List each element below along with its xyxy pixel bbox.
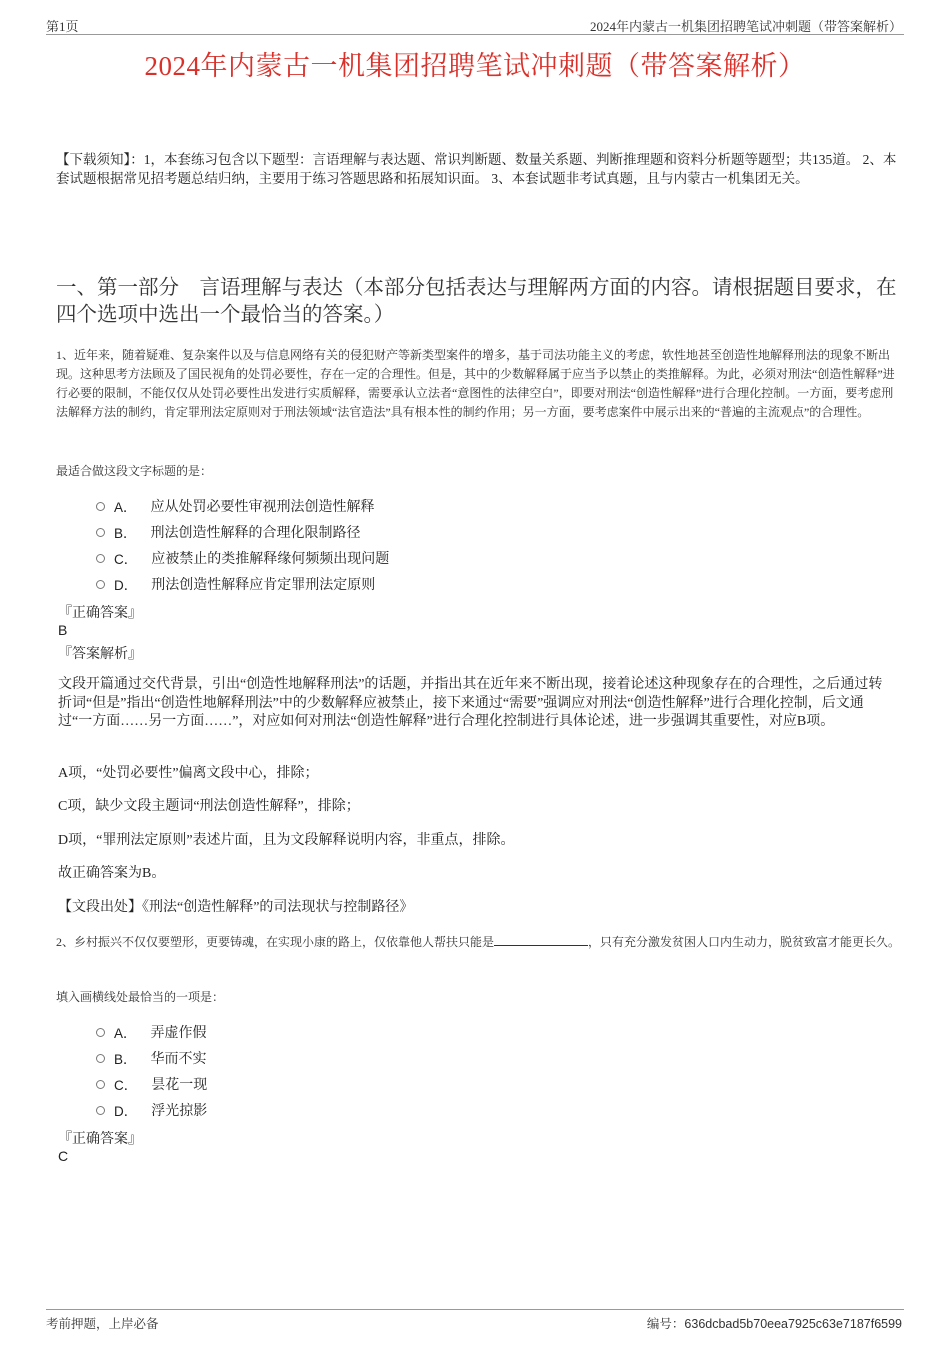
- option-text: 应被禁止的类推解释缘何频频出现问题: [151, 552, 390, 567]
- header-divider: [46, 34, 904, 35]
- question-2-answer-label: 『正确答案』: [58, 1132, 142, 1147]
- option-text: 华而不实: [150, 1052, 207, 1067]
- fill-blank-line: [494, 933, 588, 946]
- option-text: 刑法创造性解释的合理化限制路径: [150, 526, 361, 541]
- question-1-source: 【文段出处】《刑法“创造性解释”的司法现状与控制路径》: [58, 900, 414, 915]
- option-letter: B．: [114, 1052, 137, 1067]
- question-2-option-b[interactable]: [96, 1048, 207, 1068]
- question-1-prompt: 最适合做这段文字标题的是：: [56, 464, 213, 478]
- question-1-analysis-label: 『答案解析』: [58, 647, 142, 662]
- question-2-passage-before: 2、乡村振兴不仅仅要塑形，更要铸魂，在实现小康的路上，仅依靠他人帮扶只能是: [56, 935, 495, 949]
- question-1-analysis-d: D项，“罪刑法定原则”表述片面，且为文段解释说明内容，非重点，排除。: [58, 833, 515, 848]
- question-2-option-c[interactable]: [96, 1074, 207, 1094]
- question-1-answer: B: [58, 622, 68, 638]
- document-title: 2024年内蒙古一机集团招聘笔试冲刺题（带答案解析）: [144, 51, 806, 81]
- question-2-passage-after: ，只有充分激发贫困人口内生动力，脱贫致富才能更长久。: [588, 935, 901, 949]
- question-2-option-d[interactable]: [96, 1100, 207, 1120]
- radio-icon[interactable]: [96, 528, 105, 537]
- footer-slogan: 考前押题，上岸必备: [46, 1317, 159, 1331]
- question-2-prompt: 填入画横线处最恰当的一项是：: [56, 990, 225, 1004]
- question-1-analysis-c: C项，缺少文段主题词“刑法创造性解释”，排除；: [58, 799, 360, 814]
- option-letter: D．: [114, 578, 138, 593]
- question-2-option-a[interactable]: [96, 1022, 207, 1042]
- radio-icon[interactable]: [96, 502, 105, 511]
- radio-icon[interactable]: [96, 1054, 105, 1063]
- option-text: 刑法创造性解释应肯定罪刑法定原则: [151, 578, 376, 593]
- question-1-option-a[interactable]: [96, 496, 375, 516]
- option-text: 昙花一现: [151, 1078, 208, 1093]
- question-1-answer-label: 『正确答案』: [58, 606, 142, 621]
- option-letter: A．: [114, 500, 137, 515]
- question-1-option-c[interactable]: [96, 548, 389, 568]
- option-text: 弄虚作假: [150, 1026, 207, 1041]
- running-title: 2024年内蒙古一机集团招聘笔试冲刺题（带答案解析）: [589, 19, 902, 34]
- question-1-passage: 1、近年来，随着疑难、复杂案件以及与信息网络有关的侵犯财产等新类型案件的增多，基于司法功能主义的考虑，软性地甚至创造性地解释刑法的现象不断出现。这种思考方法顾及了国民视角的处罚必要性，存在一定的合理性。但是，其中的少数解释属于应当予以禁止的类推解释。为此，必须对刑法“创造性解释”进行必要的限制，不能仅仅从处罚必要性出发进行实质解释，需要承认立法者“意图性的法律空白”，即要对刑法“创造性解释”进行合理化控制。一方面，要考虑刑法解释方法的制约，肯定罪刑法定原则对于刑法领域“法官造法”具有根本性的制约作用；另一方面，要考虑案件中展示出来的“普遍的主流观点”的合理性。: [56, 348, 895, 419]
- question-1-option-b[interactable]: [96, 522, 361, 542]
- option-letter: C．: [114, 1078, 138, 1093]
- radio-icon[interactable]: [96, 1080, 105, 1089]
- page-number: 第1页: [46, 19, 79, 34]
- question-2-passage: [56, 933, 902, 952]
- section-heading: 一、第一部分 言语理解与表达（本部分包括表达与理解两方面的内容。请根据题目要求，在四个选项中选出一个最恰当的答案。）: [56, 277, 897, 326]
- footer-divider: [46, 1309, 904, 1310]
- question-1-analysis-a: A项，“处罚必要性”偏离文段中心，排除；: [58, 766, 319, 781]
- question-1-option-d[interactable]: [96, 574, 375, 594]
- footer-code-label: 编号：: [646, 1317, 685, 1331]
- question-2-answer: C: [58, 1148, 69, 1164]
- footer-code-value: 636dcbad5b70eea7925c63e7187f6599: [684, 1317, 902, 1331]
- question-1-analysis-main: 文段开篇通过交代背景，引出“创造性地解释刑法”的话题，并指出其在近年来不断出现，接着论述这种现象存在的合理性，之后通过转折词“但是”指出“创造性地解释刑法”中的少数解释应被禁止，接下来通过“需要”强调应对刑法“创造性解释”进行合理化控制，后文通过“一方面……另一方面……”，对应如何对刑法“创造性解释”进行合理化控制进行具体论述，进一步强调其重要性，对应B项。: [58, 677, 883, 729]
- radio-icon[interactable]: [96, 1106, 105, 1115]
- option-letter: B．: [114, 526, 137, 541]
- option-letter: D．: [114, 1104, 138, 1119]
- option-letter: A．: [114, 1026, 137, 1041]
- radio-icon[interactable]: [96, 554, 105, 563]
- option-letter: C．: [114, 552, 138, 567]
- footer-code: [647, 1314, 902, 1332]
- radio-icon[interactable]: [96, 580, 105, 589]
- radio-icon[interactable]: [96, 1028, 105, 1037]
- option-text: 应从处罚必要性审视刑法创造性解释: [150, 500, 375, 515]
- question-1-conclusion: 故正确答案为B。: [58, 866, 166, 881]
- option-text: 浮光掠影: [151, 1104, 208, 1119]
- download-notice: 【下载须知】：1，本套练习包含以下题型：言语理解与表达题、常识判断题、数量关系题、判断推理题和资料分析题等题型；共135道。 2、本套试题根据常见招考题总结归纳，主要用于练习答题思路和拓展知识面。 3、本套试题非考试真题，且与内蒙古一机集团无关。: [56, 152, 897, 186]
